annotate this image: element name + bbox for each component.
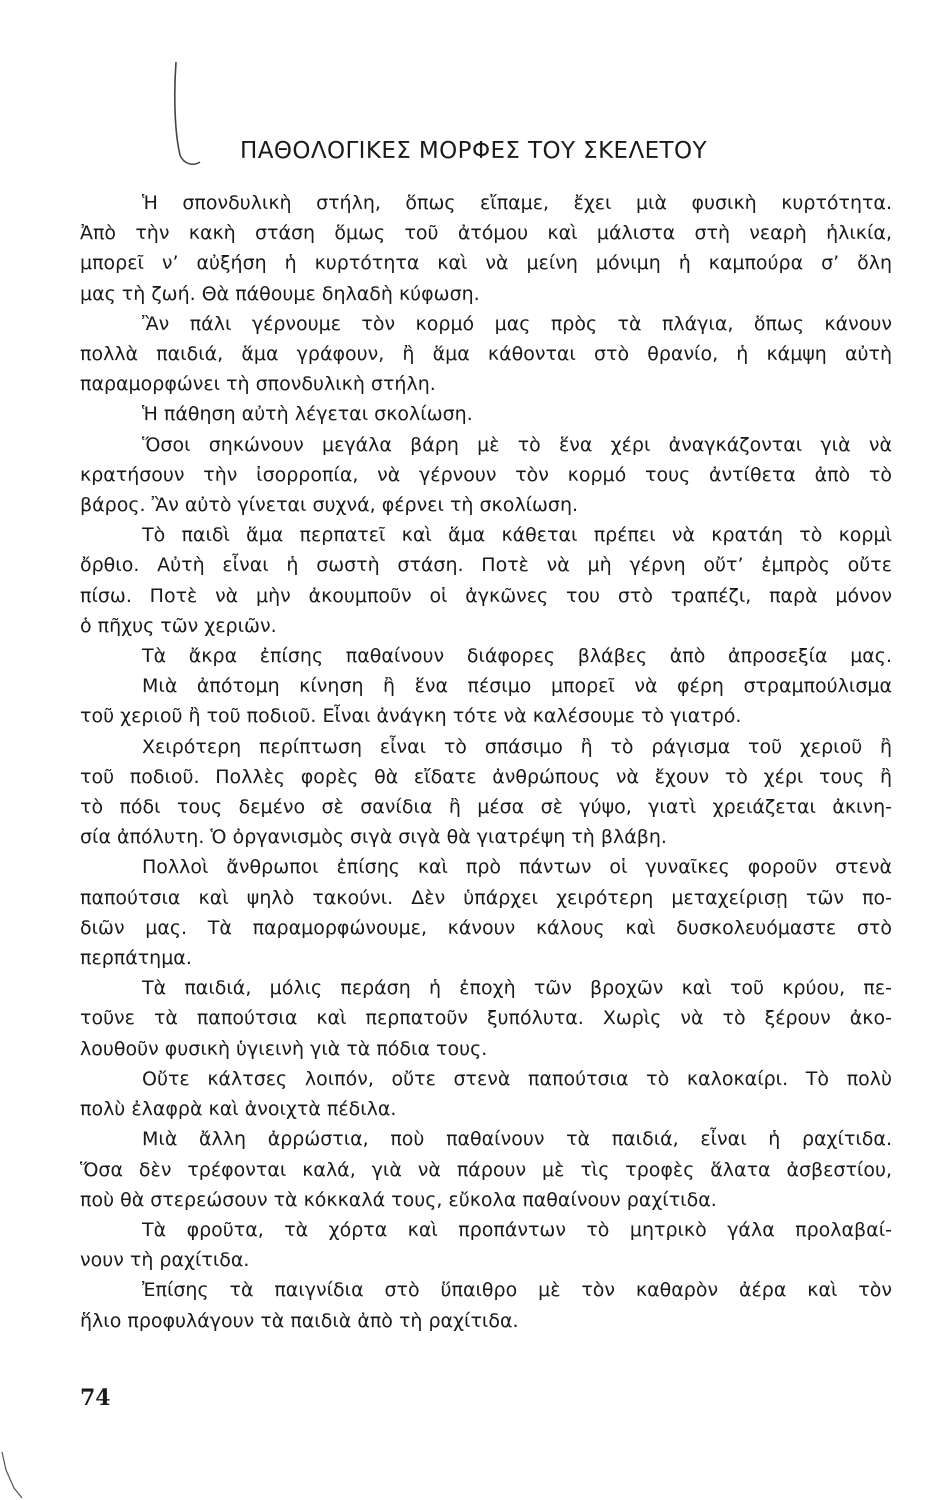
text-line: τοῦ χεριοῦ ἢ τοῦ ποδιοῦ. Εἶναι ἀνάγκη τότε νὰ καλέσουμε τὸ γιατρό. xyxy=(80,705,742,728)
text-line: Ἀπὸ τὴν κακὴ στάση ὅμως τοῦ ἀτόμου καὶ μάλιστα στὴ νεαρὴ ἡλικία, xyxy=(80,222,892,245)
text-line: βάρος. Ἂν αὐτὸ γίνεται συχνά, φέρνει τὴ σκολίωση. xyxy=(80,494,579,517)
text-line: τοῦνε τὰ παπούτσια καὶ περπατοῦν ξυπόλυτα. Χωρὶς νὰ τὸ ξέρουν ἀκο- xyxy=(80,1007,892,1030)
text-line: Ὅσοι σηκώνουν μεγάλα βάρη μὲ τὸ ἕνα χέρι ἀναγκάζονται γιὰ νὰ xyxy=(142,433,892,456)
text-line: σία ἀπόλυτη. Ὁ ὀργανισμὸς σιγὰ σιγὰ θὰ γιατρέψη τὴ βλάβη. xyxy=(80,826,667,849)
text-line: Ἡ σπονδυλικὴ στήλη, ὅπως εἴπαμε, ἔχει μιὰ φυσικὴ κυρτότητα. xyxy=(142,192,892,214)
page-number: 74 xyxy=(80,1385,111,1411)
text-line: ὄρθιο. Αὐτὴ εἶναι ἡ σωστὴ στάση. Ποτὲ νὰ μὴ γέρνη οὔτ’ ἐμπρὸς οὔτε xyxy=(80,554,892,577)
text-line: ποὺ θὰ στερεώσουν τὰ κόκκαλά τους, εὔκολα παθαίνουν ραχίτιδα. xyxy=(80,1188,717,1211)
text-line: Ἂν πάλι γέρνουμε τὸν κορμό μας πρὸς τὰ πλάγια, ὅπως κάνουν xyxy=(142,312,892,335)
text-line: νουν τὴ ραχίτιδα. xyxy=(80,1249,250,1272)
text-line: κρατήσουν τὴν ἰσορροπία, νὰ γέρνουν τὸν κορμό τους ἀντίθετα ἀπὸ τὸ xyxy=(80,463,892,486)
text-line: Τὰ ἄκρα ἐπίσης παθαίνουν διάφορες βλάβες ἀπὸ ἀπροσεξία μας. xyxy=(142,645,892,668)
text-line: πίσω. Ποτὲ νὰ μὴν ἀκουμποῦν οἱ ἀγκῶνες του στὸ τραπέζι, παρὰ μόνον xyxy=(80,584,892,607)
text-line: ὁ πῆχυς τῶν χεριῶν. xyxy=(80,614,277,637)
text-line: διῶν μας. Τὰ παραμορφώνουμε, κάνουν κάλους καὶ δυσκολευόμαστε στὸ xyxy=(80,916,892,939)
text-line: Ἡ πάθηση αὐτὴ λέγεται σκολίωση. xyxy=(142,403,473,426)
text-line: μας τὴ ζωή. Θὰ πάθουμε δηλαδὴ κύφωση. xyxy=(80,282,480,305)
text-line: λουθοῦν φυσικὴ ὑγιεινὴ γιὰ τὰ πόδια τους. xyxy=(80,1037,488,1060)
text-line: Οὔτε κάλτσες λοιπόν, οὔτε στενὰ παπούτσια τὸ καλοκαίρι. Τὸ πολὺ xyxy=(142,1067,892,1090)
text-line: Τὸ παιδὶ ἅμα περπατεῖ καὶ ἅμα κάθεται πρέπει νὰ κρατάη τὸ κορμὶ xyxy=(142,524,892,547)
text-line: πολὺ ἐλαφρὰ καὶ ἀνοιχτὰ πέδιλα. xyxy=(80,1098,397,1121)
text-line: Μιὰ ἄλλη ἀρρώστια, ποὺ παθαίνουν τὰ παιδιά, εἶναι ἡ ραχίτιδα. xyxy=(142,1128,892,1151)
text-line: Ἐπίσης τὰ παιγνίδια στὸ ὕπαιθρο μὲ τὸν καθαρὸν ἀέρα καὶ τὸν xyxy=(142,1279,892,1302)
text-line: Ὅσα δὲν τρέφονται καλά, γιὰ νὰ πάρουν μὲ τὶς τροφὲς ἅλατα ἀσβεστίου, xyxy=(80,1158,892,1181)
text-line: πολλὰ παιδιά, ἅμα γράφουν, ἢ ἅμα κάθονται στὸ θρανίο, ἡ κάμψη αὐτὴ xyxy=(80,343,892,366)
text-line: μπορεῖ ν’ αὐξήση ἡ κυρτότητα καὶ νὰ μείνη μόνιμη ἡ καμπούρα σ’ ὅλη xyxy=(80,252,892,275)
text-line: Χειρότερη περίπτωση εἶναι τὸ σπάσιμο ἢ τὸ ράγισμα τοῦ χεριοῦ ἢ xyxy=(142,735,892,758)
text-line: παπούτσια καὶ ψηλὸ τακούνι. Δὲν ὑπάρχει χειρότερη μεταχείρισῃ τῶν πο- xyxy=(80,886,892,909)
text-line: τοῦ ποδιοῦ. Πολλὲς φορὲς θὰ εἴδατε ἀνθρώπους νὰ ἔχουν τὸ χέρι τους ἢ xyxy=(80,765,892,788)
text-line: Τὰ φροῦτα, τὰ χόρτα καὶ προπάντων τὸ μητρικὸ γάλα προλαβαί- xyxy=(142,1218,892,1241)
text-line: Πολλοὶ ἄνθρωποι ἐπίσης καὶ πρὸ πάντων οἱ γυναῖκες φοροῦν στενὰ xyxy=(142,856,892,879)
pencil-mark-icon xyxy=(170,60,210,170)
text-line: ἥλιο προφυλάγουν τὰ παιδιὰ ἀπὸ τὴ ραχίτιδα. xyxy=(80,1309,519,1332)
page-edge-mark-icon xyxy=(0,1450,30,1500)
text-line: Μιὰ ἀπότομη κίνηση ἢ ἕνα πέσιμο μπορεῖ νὰ φέρη στραμπούλισμα xyxy=(142,675,892,698)
text-line: Τὰ παιδιά, μόλις περάση ἡ ἐποχὴ τῶν βροχῶν καὶ τοῦ κρύου, πε- xyxy=(142,977,892,1000)
text-line: παραμορφώνει τὴ σπονδυλικὴ στήλη. xyxy=(80,373,436,396)
text-line: τὸ πόδι τους δεμένο σὲ σανίδια ἢ μέσα σὲ γύψο, γιατὶ χρειάζεται ἀκινη- xyxy=(80,796,892,819)
body-text xyxy=(80,188,892,1336)
text-line: περπάτημα. xyxy=(80,947,192,970)
page-title: ΠΑΘΟΛΟΓΙΚΕΣ ΜΟΡΦΕΣ ΤΟΥ ΣΚΕΛΕΤΟΥ xyxy=(240,138,707,164)
